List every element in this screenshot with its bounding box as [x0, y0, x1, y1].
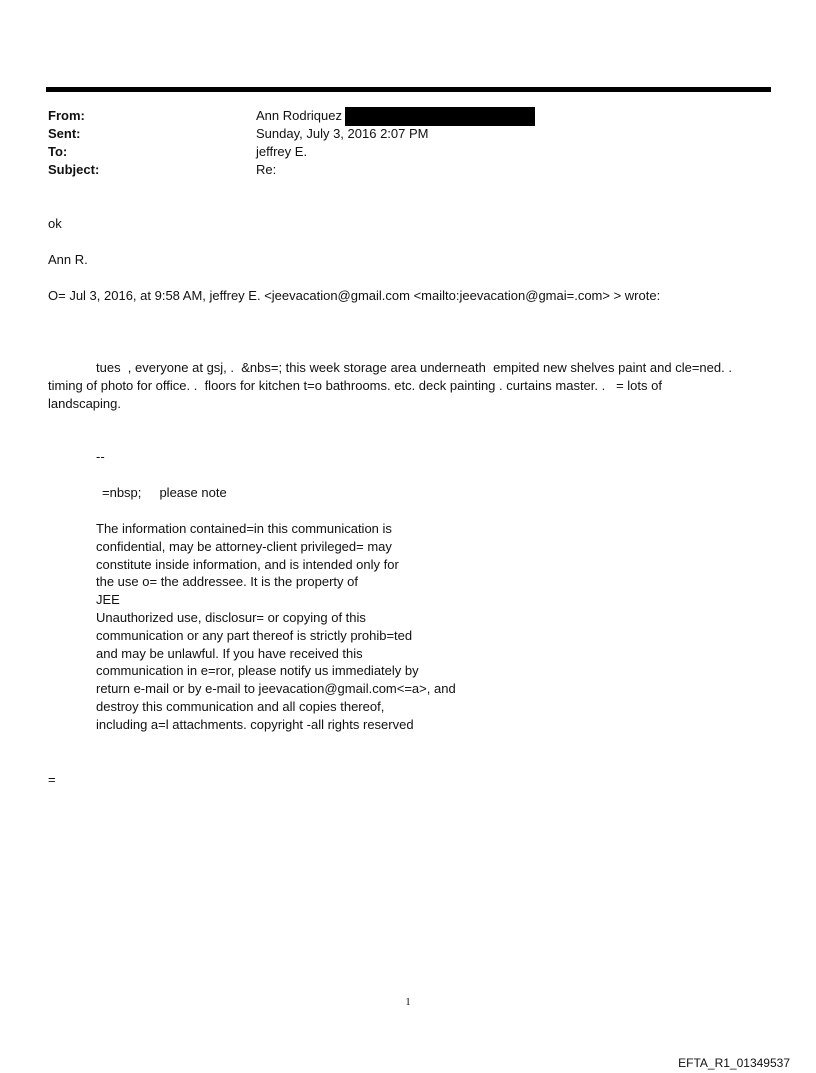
disclaimer-line: confidential, may be attorney-client privileged= may — [96, 538, 392, 554]
page-number: 1 — [405, 996, 411, 1008]
subject-value: Re: — [256, 162, 277, 177]
to-value: jeffrey E. — [256, 144, 308, 159]
trailing-marker: = — [48, 772, 56, 787]
signature-dash: -- — [96, 449, 105, 464]
redaction-block — [345, 107, 535, 126]
quoted-line: landscaping. — [48, 396, 121, 411]
sent-value: Sunday, July 3, 2016 2:07 PM — [256, 126, 429, 141]
disclaimer-line: including a=l attachments. copyright -all rights reserved — [96, 716, 414, 732]
header-rule — [46, 87, 771, 92]
disclaimer-line: The information contained=in this communication is — [96, 521, 392, 536]
from-label: From: — [48, 108, 85, 123]
disclaimer-line: communication in e=ror, please notify us immediately by — [96, 663, 419, 679]
confidentiality-disclaimer — [96, 520, 456, 734]
disclaimer-line: destroy this communication and all copies thereof, — [96, 698, 385, 714]
disclaimer-line: constitute inside information, and is intended only for — [96, 556, 399, 572]
disclaimer-line: JEE — [96, 592, 120, 608]
disclaimer-line: and may be unlawful. If you have received this — [96, 645, 363, 661]
quoted-line: timing of photo for office. . floors for kitchen t=o bathrooms. etc. deck painting . curtains master. . = lots of — [48, 378, 662, 393]
to-label: To: — [48, 144, 68, 159]
reply-text: ok — [48, 216, 62, 231]
sent-label: Sent: — [48, 126, 81, 141]
disclaimer-line: communication or any part thereof is strictly prohib=ted — [96, 627, 413, 643]
disclaimer-line: the use o= the addressee. It is the property of — [96, 574, 358, 590]
quoted-line: tues , everyone at gsj, . &nbs=; this week storage area underneath empited new shelves paint and cle=ned. . — [96, 360, 732, 375]
disclaimer-line: return e-mail or by e-mail to jeevacation@gmail.com<=a>, and — [96, 681, 456, 697]
subject-label: Subject: — [48, 162, 100, 177]
from-name: Ann Rodriquez — [256, 108, 342, 123]
please-note: =nbsp; please note — [102, 485, 227, 500]
disclaimer-line: Unauthorized use, disclosur= or copying of this — [96, 609, 366, 625]
signature: Ann R. — [48, 252, 88, 267]
quoted-message — [48, 359, 763, 413]
quote-header: O= Jul 3, 2016, at 9:58 AM, jeffrey E. <jeevacation@gmail.com <mailto:jeevacation@gmai=.com> > wrote: — [48, 288, 661, 303]
document-id: EFTA_R1_01349537 — [678, 1056, 790, 1070]
from-value — [256, 107, 535, 126]
